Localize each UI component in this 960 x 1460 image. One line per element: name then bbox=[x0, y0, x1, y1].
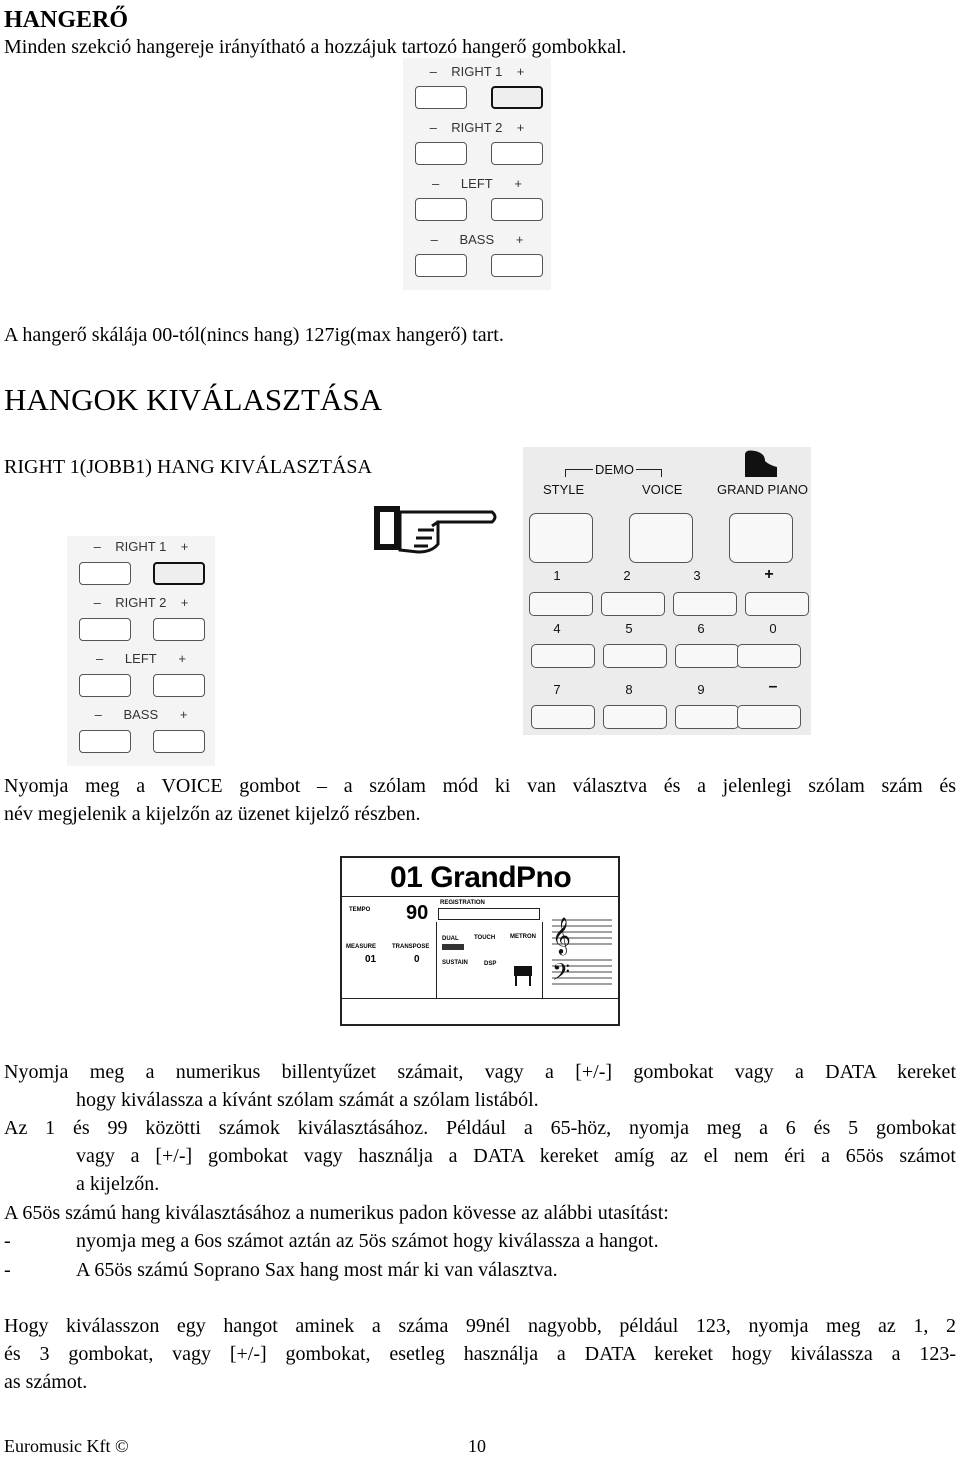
volume-row-bass bbox=[403, 232, 551, 247]
number-button-7[interactable] bbox=[531, 705, 595, 729]
plus-label: + bbox=[515, 232, 524, 247]
bass-label: BASS bbox=[123, 707, 159, 722]
lcd-measure-label: MEASURE bbox=[346, 944, 377, 950]
volume-row-right2 bbox=[67, 595, 215, 610]
volume-scale-note: A hangerő skálája 00-tól(nincs hang) 127ig(max hangerő) tart. bbox=[4, 324, 504, 346]
key-label-6: 6 bbox=[697, 621, 705, 636]
grand-piano-button[interactable] bbox=[729, 513, 793, 563]
lcd-tempo-label: TEMPO bbox=[349, 907, 371, 913]
right2-volume-down-button[interactable] bbox=[415, 142, 467, 165]
volume-row-right1 bbox=[403, 64, 551, 79]
key-label-4: 4 bbox=[553, 621, 561, 636]
over99-instruction-line2: és 3 gombokat, vagy [+/-] gombokat, esetleg használja a DATA kereket hogy kiválassza a 123- bbox=[4, 1343, 956, 1365]
plus-label: + bbox=[516, 64, 525, 79]
left-label: LEFT bbox=[460, 176, 493, 191]
volume-row-right1 bbox=[67, 539, 215, 554]
example-instruction-line3: a kijelzőn. bbox=[76, 1173, 160, 1195]
keypad-panel bbox=[523, 447, 811, 735]
minus-label: – bbox=[96, 651, 104, 666]
footer-company: Euromusic Kft © bbox=[4, 1436, 129, 1456]
grand-piano-icon bbox=[743, 449, 781, 479]
number-button-2[interactable] bbox=[601, 592, 665, 616]
lcd-dual-label: DUAL bbox=[442, 936, 459, 942]
lcd-transpose-label: TRANSPOSE bbox=[392, 944, 430, 950]
key-label-2: 2 bbox=[623, 568, 631, 583]
right2-volume-down-button[interactable] bbox=[79, 618, 131, 641]
left-volume-down-button[interactable] bbox=[79, 674, 131, 697]
bullet-item-2: A 65ös számú Soprano Sax hang most már ki van választva. bbox=[76, 1259, 558, 1281]
lcd-dsp-label: DSP bbox=[484, 961, 497, 967]
left-volume-down-button[interactable] bbox=[415, 198, 467, 221]
right2-label: RIGHT 2 bbox=[115, 595, 167, 610]
bullet-dash: - bbox=[4, 1259, 11, 1281]
right1-volume-down-button[interactable] bbox=[415, 86, 467, 109]
minus-label: – bbox=[94, 707, 102, 722]
minus-label: – bbox=[93, 595, 101, 610]
numeric-instruction-line2: hogy kiválassza a kívánt szólam számát a szólam listából. bbox=[76, 1089, 539, 1111]
number-button-5[interactable] bbox=[603, 644, 667, 668]
left-volume-up-button[interactable] bbox=[491, 198, 543, 221]
style-button[interactable] bbox=[529, 513, 593, 563]
lcd-registration-bar bbox=[438, 908, 540, 920]
right1-volume-up-button[interactable] bbox=[491, 86, 543, 109]
page-number: 10 bbox=[468, 1436, 486, 1456]
plus-label: + bbox=[516, 120, 525, 135]
minus-label: – bbox=[432, 176, 440, 191]
numeric-instruction-line1: Nyomja meg a numerikus billentyűzet számait, vagy a [+/-] gombokat vagy a DATA kereket bbox=[4, 1061, 956, 1083]
style-label: STYLE bbox=[543, 482, 585, 497]
lcd-metron-label: METRON bbox=[510, 934, 536, 940]
number-button-6[interactable] bbox=[675, 644, 739, 668]
minus-label: – bbox=[429, 64, 437, 79]
lcd-tempo-value: 90 bbox=[406, 902, 429, 924]
left-label: LEFT bbox=[124, 651, 157, 666]
example-instruction-line2: vagy a [+/-] gombokat vagy használja a DATA kereket amíg az el nem éri a 65ös számot bbox=[76, 1145, 956, 1167]
plus-label: + bbox=[180, 595, 189, 610]
key-label-3: 3 bbox=[693, 568, 701, 583]
voice-label: VOICE bbox=[642, 482, 683, 497]
right1-volume-down-button[interactable] bbox=[79, 562, 131, 585]
minus-label: – bbox=[429, 120, 437, 135]
svg-text:𝄞: 𝄞 bbox=[552, 916, 571, 954]
voice-button-instruction-line2: név megjelenik a kijelzőn az üzenet kijelző részben. bbox=[4, 803, 421, 825]
bullet-dash: - bbox=[4, 1230, 11, 1252]
bass-volume-up-button[interactable] bbox=[153, 730, 205, 753]
example-instruction-line1: Az 1 és 99 közötti számok kiválasztásához. Például a 65-höz, nyomja meg a 6 és 5 gombokat bbox=[4, 1117, 956, 1139]
plus-label: + bbox=[178, 651, 186, 666]
subheading-right1: RIGHT 1(JOBB1) HANG KIVÁLASZTÁSA bbox=[4, 456, 372, 478]
lcd-measure-value: 01 bbox=[365, 954, 377, 965]
number-button-1[interactable] bbox=[529, 592, 593, 616]
plus-label: + bbox=[179, 707, 188, 722]
plus-label: + bbox=[514, 176, 522, 191]
right1-volume-up-button[interactable] bbox=[153, 562, 205, 585]
plus-label: + bbox=[180, 539, 189, 554]
key-label-1: 1 bbox=[553, 568, 561, 583]
minus-label: – bbox=[93, 539, 101, 554]
section-heading-voices: HANGOK KIVÁLASZTÁSA bbox=[4, 382, 383, 417]
grand-piano-label: GRAND PIANO bbox=[717, 482, 809, 497]
bullet-item-1: nyomja meg a 6os számot aztán az 5ös számot hogy kiválassza a hangot. bbox=[76, 1230, 659, 1252]
lcd-registration-label: REGISTRATION bbox=[440, 900, 485, 906]
volume-row-bass bbox=[67, 707, 215, 722]
volume-row-left bbox=[403, 176, 551, 191]
lcd-voice-display: 01 GrandPno bbox=[390, 861, 572, 894]
lcd-transpose-value: 0 bbox=[414, 954, 420, 965]
key-label-minus: – bbox=[768, 678, 778, 695]
right1-label: RIGHT 1 bbox=[451, 64, 503, 79]
volume-panel bbox=[403, 58, 551, 290]
number-button-0[interactable] bbox=[737, 644, 801, 668]
demo-bracket bbox=[661, 469, 662, 477]
right2-volume-up-button[interactable] bbox=[491, 142, 543, 165]
lcd-divider bbox=[436, 922, 437, 998]
volume-row-right2 bbox=[403, 120, 551, 135]
right1-label: RIGHT 1 bbox=[115, 539, 167, 554]
key-label-7: 7 bbox=[553, 682, 561, 697]
demo-label: DEMO bbox=[595, 462, 634, 477]
lcd-piano-icon bbox=[512, 962, 534, 988]
demo-bracket bbox=[565, 469, 566, 477]
voice-button[interactable] bbox=[629, 513, 693, 563]
key-label-5: 5 bbox=[625, 621, 633, 636]
svg-text:𝄢: 𝄢 bbox=[552, 958, 571, 991]
key-label-plus: + bbox=[764, 566, 774, 583]
lcd-staff-icon bbox=[548, 914, 614, 994]
number-button-9[interactable] bbox=[675, 705, 739, 729]
right2-volume-up-button[interactable] bbox=[153, 618, 205, 641]
key-label-8: 8 bbox=[625, 682, 633, 697]
pointing-hand-icon bbox=[372, 500, 500, 558]
volume-panel bbox=[67, 536, 215, 766]
lcd-divider bbox=[542, 922, 543, 998]
voice-button-instruction-line1: Nyomja meg a VOICE gombot – a szólam mód ki van választva és a jelenlegi szólam szám és bbox=[4, 775, 956, 797]
lcd-display bbox=[340, 856, 620, 1026]
volume-intro: Minden szekció hangereje irányítható a hozzájuk tartozó hangerő gombokkal. bbox=[4, 36, 627, 58]
minus-button[interactable] bbox=[737, 705, 801, 729]
number-button-8[interactable] bbox=[603, 705, 667, 729]
bass-volume-up-button[interactable] bbox=[491, 254, 543, 277]
key-label-9: 9 bbox=[697, 682, 705, 697]
over99-instruction-line3: as számot. bbox=[4, 1371, 88, 1393]
key-label-0: 0 bbox=[769, 621, 777, 636]
bass-label: BASS bbox=[459, 232, 495, 247]
volume-row-left bbox=[67, 651, 215, 666]
section-heading-volume: HANGERŐ bbox=[4, 7, 129, 33]
number-button-4[interactable] bbox=[531, 644, 595, 668]
right2-label: RIGHT 2 bbox=[451, 120, 503, 135]
minus-label: – bbox=[430, 232, 438, 247]
bass-volume-down-button[interactable] bbox=[415, 254, 467, 277]
left-volume-up-button[interactable] bbox=[153, 674, 205, 697]
lcd-dual-indicator bbox=[442, 944, 464, 950]
plus-button[interactable] bbox=[745, 592, 809, 616]
over99-instruction-line1: Hogy kiválasszon egy hangot aminek a száma 99nél nagyobb, például 123, nyomja meg az 1, 2 bbox=[4, 1315, 956, 1337]
lcd-sustain-label: SUSTAIN bbox=[442, 960, 468, 966]
voice65-instruction: A 65ös számú hang kiválasztásához a numerikus padon kövesse az alábbi utasítást: bbox=[4, 1202, 669, 1224]
lcd-divider bbox=[342, 896, 618, 897]
lcd-divider bbox=[342, 998, 618, 999]
lcd-touch-label: TOUCH bbox=[474, 935, 496, 941]
number-button-3[interactable] bbox=[673, 592, 737, 616]
bass-volume-down-button[interactable] bbox=[79, 730, 131, 753]
